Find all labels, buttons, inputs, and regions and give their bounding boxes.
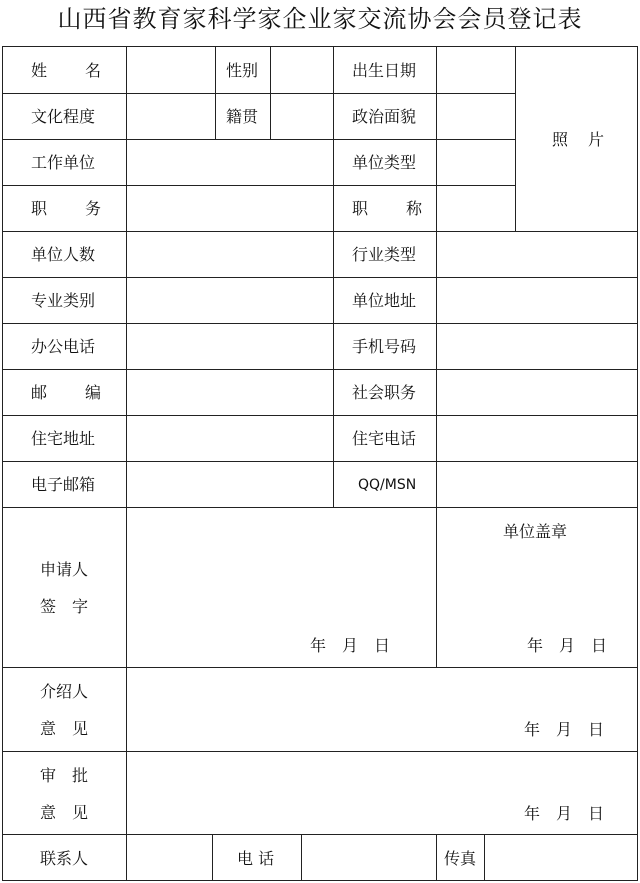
label-social-duty: 社会职务 bbox=[352, 383, 417, 402]
label-name: 姓 名 bbox=[31, 61, 104, 80]
label-qq-msn: QQ/MSN bbox=[358, 477, 417, 493]
label-industry-type: 行业类型 bbox=[352, 245, 417, 264]
label-introducer: 介绍人 bbox=[40, 682, 89, 701]
approval-date: 年 月 日 bbox=[524, 804, 605, 823]
label-contact: 联系人 bbox=[40, 849, 89, 868]
label-native-place: 籍贯 bbox=[226, 107, 259, 126]
label-office-phone: 办公电话 bbox=[31, 337, 96, 356]
label-work-unit: 工作单位 bbox=[31, 153, 96, 172]
label-home-phone: 住宅电话 bbox=[352, 429, 417, 448]
label-applicant-sign: 签 字 bbox=[40, 597, 89, 616]
label-email: 电子邮箱 bbox=[31, 475, 96, 494]
label-photo: 照 片 bbox=[552, 130, 607, 149]
label-applicant: 申请人 bbox=[40, 560, 89, 579]
label-unit-address: 单位地址 bbox=[352, 291, 417, 310]
label-approval: 审 批 bbox=[40, 766, 89, 785]
seal-date: 年 月 日 bbox=[527, 636, 608, 655]
introducer-date: 年 月 日 bbox=[524, 720, 605, 739]
label-birth-date: 出生日期 bbox=[352, 61, 417, 80]
applicant-date: 年 月 日 bbox=[310, 636, 391, 655]
label-unit-type: 单位类型 bbox=[352, 153, 417, 172]
label-unit-seal: 单位盖章 bbox=[503, 522, 568, 541]
label-position: 职 务 bbox=[31, 199, 104, 218]
label-unit-people: 单位人数 bbox=[31, 245, 96, 264]
label-postcode: 邮 编 bbox=[31, 383, 104, 402]
label-introducer-opinion: 意 见 bbox=[40, 719, 89, 738]
form-title: 山西省教育家科学家企业家交流协会会员登记表 bbox=[57, 5, 583, 33]
label-political-status: 政治面貌 bbox=[352, 107, 417, 126]
label-specialty: 专业类别 bbox=[31, 291, 96, 310]
label-home-address: 住宅地址 bbox=[31, 429, 96, 448]
label-phone: 电 话 bbox=[237, 849, 275, 868]
label-education: 文化程度 bbox=[31, 107, 96, 126]
label-mobile: 手机号码 bbox=[352, 337, 417, 356]
label-approval-opinion: 意 见 bbox=[40, 803, 89, 822]
label-title-rank: 职 称 bbox=[352, 199, 425, 218]
label-fax: 传真 bbox=[444, 849, 477, 868]
label-gender: 性别 bbox=[226, 61, 259, 80]
